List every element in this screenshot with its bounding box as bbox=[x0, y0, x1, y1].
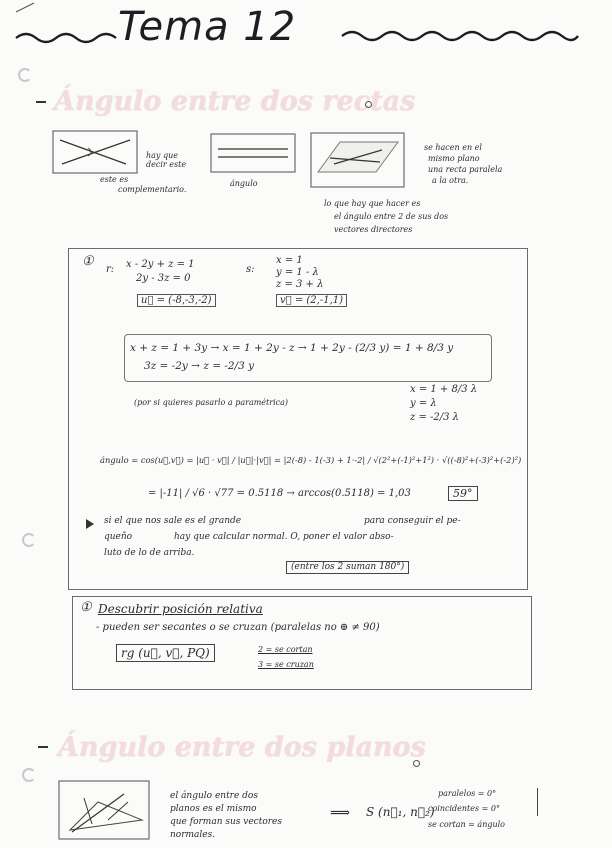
cases-bracket bbox=[534, 788, 538, 816]
planes-text-2: planos es el mismo bbox=[170, 804, 257, 814]
note-plane-1: se hacen en el bbox=[424, 143, 482, 152]
note-below-1: lo que hay que hacer es bbox=[324, 199, 421, 208]
note-plane-3: una recta paralela bbox=[428, 165, 503, 174]
heading-dot bbox=[413, 760, 420, 767]
note-angulo: ángulo bbox=[230, 179, 258, 188]
rank-expression: rg (u⃗, v⃗, PQ) bbox=[116, 644, 215, 662]
planes-text-3: que forman sus vectores bbox=[170, 817, 282, 827]
arrow-bullet bbox=[86, 519, 94, 529]
s-equation-2: y = 1 - λ bbox=[276, 267, 319, 278]
planes-text-4: normales. bbox=[170, 830, 216, 840]
note-below-3: vectores directores bbox=[334, 225, 413, 234]
angle-result: 59° bbox=[448, 486, 478, 501]
section1-heading: Ángulo entre dos rectas bbox=[54, 86, 416, 117]
note-plane-2: mismo plano bbox=[428, 154, 480, 163]
note-conseguir: para conseguir el pe- bbox=[364, 516, 461, 526]
s-label: s: bbox=[246, 264, 255, 275]
param-note: (por si quieres pasarlo a paramétrica) bbox=[134, 398, 288, 407]
note-complementario: complementario. bbox=[118, 185, 187, 194]
note-absoluto: luto de lo de arriba. bbox=[104, 548, 195, 558]
binder-hole bbox=[22, 768, 36, 782]
planes-text-1: el ángulo entre dos bbox=[170, 791, 258, 801]
section-bullet bbox=[38, 746, 48, 748]
angle-line-2: = |-11| / √6 · √77 = 0.5118 → arccos(0.5118) = 1,03 bbox=[148, 488, 411, 499]
diagram-parallel-lines bbox=[210, 133, 296, 173]
note-calcular: hay que calcular normal. O, poner el valor abso- bbox=[174, 532, 394, 542]
diagram-plane-lines bbox=[310, 132, 405, 188]
title-decoration bbox=[0, 0, 612, 70]
s-equation-3: z = 3 + λ bbox=[276, 279, 324, 290]
note-below-2: el ángulo entre 2 de sus dos bbox=[334, 212, 449, 221]
binder-hole bbox=[22, 533, 36, 547]
note-grande: si el que nos sale es el grande bbox=[104, 516, 242, 526]
example2-number: ① bbox=[80, 600, 92, 615]
example2-heading: Descubrir posición relativa bbox=[98, 602, 263, 616]
planes-formula: S (n⃗₁, n⃗₂) bbox=[366, 805, 435, 819]
planes-case-2: coincidentes = 0° bbox=[428, 804, 500, 813]
s-vector: v⃗ = (2,-1,1) bbox=[276, 294, 347, 307]
arrow-icon: ⟹ bbox=[330, 805, 351, 821]
rank-2: 2 = se cortan bbox=[258, 645, 313, 654]
example2-line-1: - pueden ser secantes o se cruzan (paralelas no ⊕ ≠ 90) bbox=[96, 622, 380, 633]
note-pequeno: queño bbox=[104, 532, 133, 542]
s-equation-1: x = 1 bbox=[276, 255, 303, 266]
r-vector: u⃗ = (-8,-3,-2) bbox=[137, 294, 216, 307]
system-line-2: 3z = -2y → z = -2/3 y bbox=[144, 360, 255, 372]
param-y: y = λ bbox=[410, 398, 437, 409]
param-x: x = 1 + 8/3 λ bbox=[410, 384, 478, 395]
example1-number: ① bbox=[82, 254, 94, 269]
note-boxed: (entre los 2 suman 180°) bbox=[286, 561, 409, 574]
binder-hole bbox=[18, 68, 32, 82]
rank-3: 3 = se cruzan bbox=[258, 660, 314, 669]
angle-line-1: ángulo = cos(u⃗,v⃗) = |u⃗ · v⃗| / |u⃗|·|v⃗| = |2(-8) - 1(-3) + 1·-2| / √(2²+(-1)²+1²) · √((-8)²+(-3)²+(-2)²) bbox=[100, 455, 522, 465]
note-hay-que: hay que bbox=[146, 151, 178, 160]
note-plane-4: a la otra. bbox=[432, 176, 469, 185]
param-z: z = -2/3 λ bbox=[410, 412, 459, 423]
planes-case-3: se cortan = ángulo bbox=[428, 820, 505, 829]
section2-heading: Ángulo entre dos planos bbox=[58, 732, 426, 763]
system-line-1: x + z = 1 + 3y → x = 1 + 2y - z → 1 + 2y - (2/3 y) = 1 + 8/3 y bbox=[130, 342, 454, 354]
diagram-planes-normals bbox=[58, 780, 150, 840]
note-este-es: este es bbox=[100, 175, 129, 184]
page-title: Tema 12 bbox=[118, 4, 297, 50]
r-equation-1: x - 2y + z = 1 bbox=[126, 259, 195, 270]
r-equation-2: 2y - 3z = 0 bbox=[136, 273, 191, 284]
section-bullet bbox=[36, 101, 46, 103]
heading-dot bbox=[365, 101, 372, 108]
r-label: r: bbox=[106, 264, 115, 275]
diagram-crossing-lines bbox=[52, 130, 138, 174]
note-decir-este: decir este bbox=[146, 160, 187, 169]
planes-case-1: paralelos = 0° bbox=[438, 789, 497, 798]
